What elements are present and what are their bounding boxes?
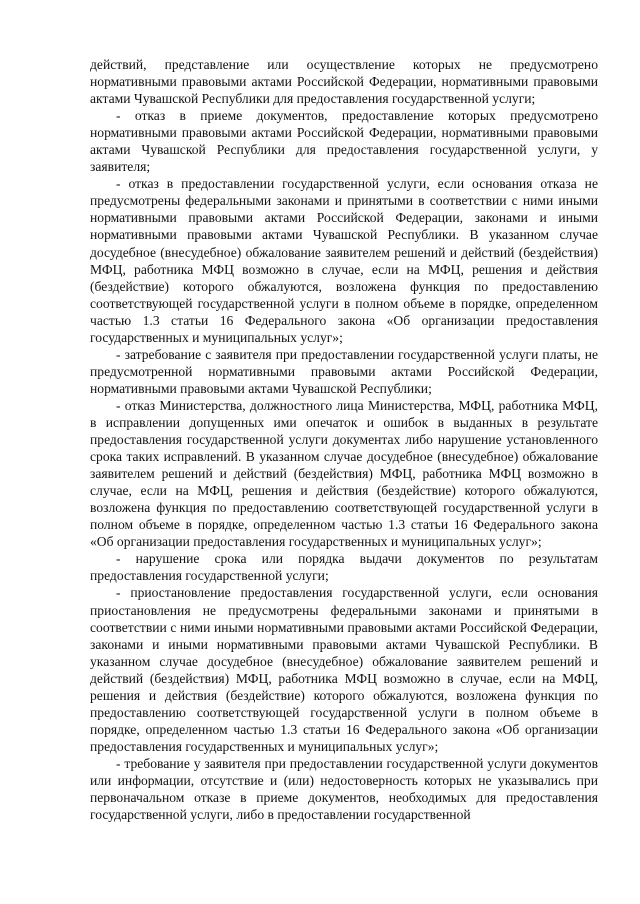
paragraph-deadline-violation: - нарушение срока или порядка выдачи документов по результатам предоставления государственной услуги;: [90, 551, 598, 584]
paragraph-document-demand: - требование у заявителя при предоставлении государственной услуги документов или информации, отсутствие и (или) недостоверность которых не указывались при первоначальном отказе в приеме документов, необходимых для предоставления государственной услуги, либо в предоставлении государственной: [90, 755, 598, 823]
paragraph-fee-demand: - затребование с заявителя при предоставлении государственной услуги платы, не предусмотренной нормативными правовыми актами Российской Федерации, нормативными правовыми актами Чувашской Республики;: [90, 346, 598, 396]
document-page: [90, 56, 598, 823]
paragraph-refusal-correct-errors: - отказ Министерства, должностного лица Министерства, МФЦ, работника МФЦ, в исправлении допущенных ими опечаток и ошибок в выданных в результате предоставления государственной услуги документах либо нарушение установленного срока таких исправлений. В указанном случае досудебное (внесудебное) обжалование заявителем решений и действий (бездействия) МФЦ, работника МФЦ возможно в случае, если на МФЦ, решения и действия (бездействие) которого обжалуются, возложена функция по предоставлению соответствующей государственной услуги в полном объеме в порядке, определенном частью 1.3 статьи 16 Федерального закона «Об организации предоставления государственных и муниципальных услуг»;: [90, 397, 598, 550]
paragraph-refusal-provide-service: - отказ в предоставлении государственной услуги, если основания отказа не предусмотрены федеральными законами и принятыми в соответствии с ними иными нормативными правовыми актами Российской Федерации, законами и иными нормативными правовыми актами Чувашской Республики. В указанном случае досудебное (внесудебное) обжалование заявителем решений и действий (бездействия) МФЦ, работника МФЦ возможно в случае, если на МФЦ, решения и действия (бездействие) которого обжалуются, возложена функция по предоставлению соответствующей государственной услуги в полном объеме в порядке, определенном частью 1.3 статьи 16 Федерального закона «Об организации предоставления государственных и муниципальных услуг»;: [90, 176, 598, 345]
paragraph-suspension: - приостановление предоставления государственной услуги, если основания приостановления не предусмотрены федеральными законами и принятыми в соответствии с ними иными нормативными правовыми актами Российской Федерации, законами и иными нормативными правовыми актами Чувашской Республики. В указанном случае досудебное (внесудебное) обжалование заявителем решений и действий (бездействия) МФЦ, работника МФЦ возможно в случае, если на МФЦ, решения и действия (бездействие) которого обжалуются, возложена функция по предоставлению соответствующей государственной услуги в полном объеме в порядке, определенном частью 1.3 статьи 16 Федерального закона «Об организации предоставления государственных и муниципальных услуг»;: [90, 585, 598, 754]
paragraph-continuation: действий, представление или осуществление которых не предусмотрено нормативными правовыми актами Российской Федерации, нормативными правовыми актами Чувашской Республики для предоставления государственной услуги;: [90, 57, 598, 107]
paragraph-refusal-accept-documents: - отказ в приеме документов, предоставление которых предусмотрено нормативными правовыми актами Российской Федерации, нормативными правовыми актами Чувашской Республики для предоставления государственной услуги, у заявителя;: [90, 108, 598, 175]
